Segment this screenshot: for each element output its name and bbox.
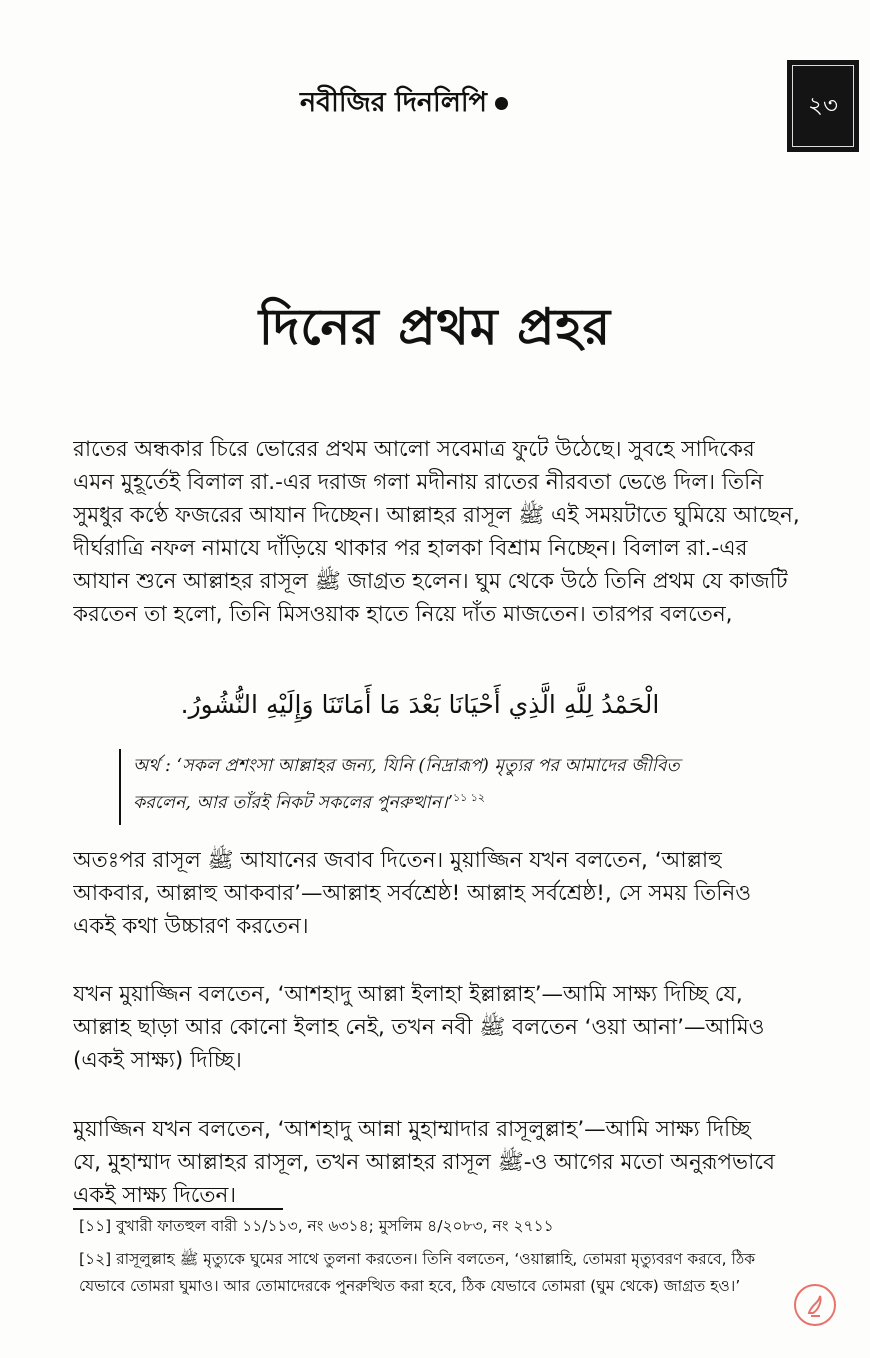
paragraph-2: [73, 844, 815, 943]
text-line: যে, মুহাম্মাদ আল্লাহর রাসূল, তখন আল্লাহর রাসূল ﷺ-ও আগের মতো অনুরূপভাবে: [73, 1150, 775, 1175]
page-number: ২৩: [792, 65, 854, 147]
text-line: একই সাক্ষ্য দিতেন।: [73, 1183, 237, 1208]
running-header: [300, 82, 508, 127]
footnote-refs: ১১ ১২: [452, 791, 486, 804]
footnote-line: [১২] রাসূলুল্লাহ ﷺ মৃত্যুকে ঘুমের সাথে তুলনা করতেন। তিনি বলতেন, ‘ওয়াল্লাহি, তোমরা মৃত্যুবরণ করবে, ঠিক: [79, 1250, 756, 1268]
footnote-line: [১১] বুখারী ফাতহুল বারী ১১/১১৩, নং ৬৩১৪; মুসলিম ৪/২০৮৩, নং ২৭১১: [79, 1217, 554, 1235]
footnote-divider: [73, 1208, 283, 1210]
arabic-dua: الْحَمْدُ لِلَّهِ الَّذِي أَحْيَانَا بَعْدَ مَا أَمَاتَنَا وَإِلَيْهِ النُّشُورُ.: [180, 690, 660, 719]
text-line: যখন মুয়াজ্জিন বলতেন, ‘আশহাদু আল্লা ইলাহা ইল্লাল্লাহ’—আমি সাক্ষ্য দিচ্ছি যে,: [73, 982, 743, 1007]
footnote-11: [79, 1213, 819, 1240]
text-line: এমন মুহূর্তেই বিলাল রা.-এর দরাজ গলা মদীনায় রাতের নীরবতা ভেঙে দিল। তিনি: [73, 470, 764, 495]
quote-bar: [119, 749, 121, 825]
paragraph-3: [73, 978, 815, 1077]
text-line: একই কথা উচ্চারণ করতেন।: [73, 914, 309, 939]
page-number-box: [787, 60, 859, 152]
text-line: সুমধুর কণ্ঠে ফজরের আযান দিচ্ছেন। আল্লাহর রাসূল ﷺ এই সময়টাতে ঘুমিয়ে আছেন,: [73, 503, 800, 528]
translation-line: [133, 782, 813, 819]
text-line: করতেন তা হলো, তিনি মিসওয়াক হাতে নিয়ে দাঁত মাজতেন। তারপর বলতেন,: [73, 602, 733, 627]
text-line: অতঃপর রাসূল ﷺ আযানের জবাব দিতেন। মুয়াজ্জিন যখন বলতেন, ‘আল্লাহু: [73, 848, 722, 873]
text-line: আকবার, আল্লাহু আকবার’—আল্লাহ সর্বশ্রেষ্ঠ! আল্লাহ সর্বশ্রেষ্ঠ!, সে সময় তিনিও: [73, 881, 752, 906]
text-line: আযান শুনে আল্লাহর রাসূল ﷺ জাগ্রত হলেন। ঘুম থেকে উঠে তিনি প্রথম যে কাজটি: [73, 569, 788, 594]
book-title: নবীজির দিনলিপি: [300, 87, 487, 118]
text-line: আল্লাহ ছাড়া আর কোনো ইলাহ নেই, তখন নবী ﷺ বলতেন ‘ওয়া আনা’—আমিও: [73, 1015, 765, 1040]
translation-quote: [133, 751, 813, 819]
translation-line: অর্থ : ‘সকল প্রশংসা আল্লাহর জন্য, যিনি (নিদ্রারূপ) মৃত্যুর পর আমাদের জীবিত: [133, 756, 680, 776]
text-line: মুয়াজ্জিন যখন বলতেন, ‘আশহাদু আন্না মুহাম্মাদার রাসূলুল্লাহ’—আমি সাক্ষ্য দিচ্ছি: [73, 1117, 751, 1142]
paragraph-4: [73, 1113, 815, 1212]
text-line: দীর্ঘরাত্রি নফল নামাযে দাঁড়িয়ে থাকার পর হালকা বিশ্রাম নিচ্ছেন। বিলাল রা.-এর: [73, 536, 748, 561]
bullet-dot-icon: [495, 97, 508, 110]
text-line: (একই সাক্ষ্য) দিচ্ছি।: [73, 1048, 242, 1073]
footnote-12: [79, 1246, 819, 1300]
paragraph-1: [73, 433, 815, 631]
chapter-title: দিনের প্রথম প্রহর: [258, 298, 612, 356]
footnote-line: যেভাবে তোমরা ঘুমাও। আর তোমাদেরকে পুনরুত্থিত করা হবে, ঠিক যেভাবে তোমরা (ঘুম থেকে) জাগ্রত হও।’: [79, 1277, 741, 1295]
text-line: রাতের অন্ধকার চিরে ভোরের প্রথম আলো সবেমাত্র ফুটে উঠেছে। সুবহে সাদিকের: [73, 437, 755, 462]
translation-line-text: করলেন, আর তাঁরই নিকট সকলের পুনরুত্থান।’: [133, 792, 453, 813]
publisher-logo-icon: [793, 1283, 837, 1327]
